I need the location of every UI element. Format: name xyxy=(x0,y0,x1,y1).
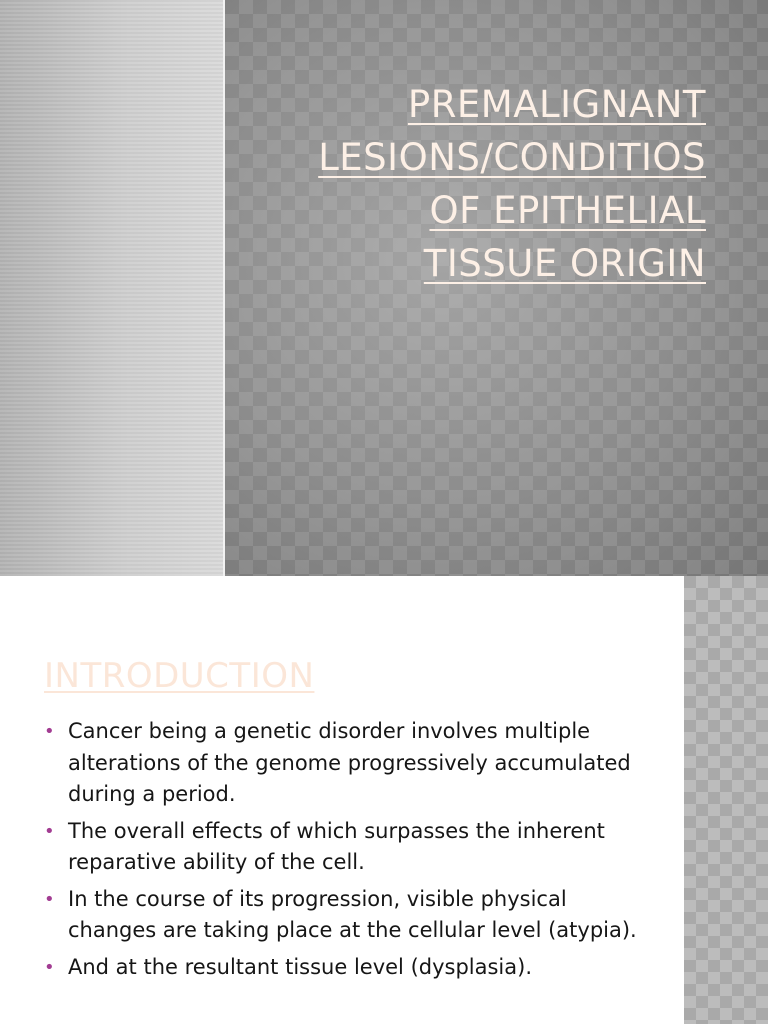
bullet-icon: • xyxy=(44,820,55,842)
bullet-icon: • xyxy=(44,721,55,742)
slide-title xyxy=(266,78,706,290)
bullet-icon: • xyxy=(44,956,55,978)
slide-title-line: TISSUE ORIGIN xyxy=(423,242,706,285)
list-item-text: And at the resultant tissue level (dysplasia). xyxy=(68,954,532,979)
list-item xyxy=(44,716,644,811)
decorative-side-strip xyxy=(684,576,768,1024)
list-item xyxy=(44,952,644,984)
slide-title-line: OF EPITHELIAL xyxy=(429,189,706,232)
bullet-list xyxy=(44,716,644,988)
bullet-icon: • xyxy=(44,888,55,910)
list-item-text: In the course of its progression, visible physical changes are taking place at the cellular level (atypia). xyxy=(68,886,637,942)
list-item-text: Cancer being a genetic disorder involves multiple alterations of the genome progressively accumulated during a period. xyxy=(68,719,631,806)
slide-title-line: LESIONS/CONDITIOS xyxy=(318,136,706,179)
introduction-slide xyxy=(0,576,768,1024)
list-item xyxy=(44,884,644,947)
introduction-heading: INTRODUCTION xyxy=(44,656,315,696)
slide-title-line: PREMALIGNANT xyxy=(407,83,706,126)
title-slide-left-panel xyxy=(0,0,224,576)
list-item xyxy=(44,816,644,879)
list-item-text: The overall effects of which surpasses the inherent reparative ability of the cell. xyxy=(68,818,605,874)
